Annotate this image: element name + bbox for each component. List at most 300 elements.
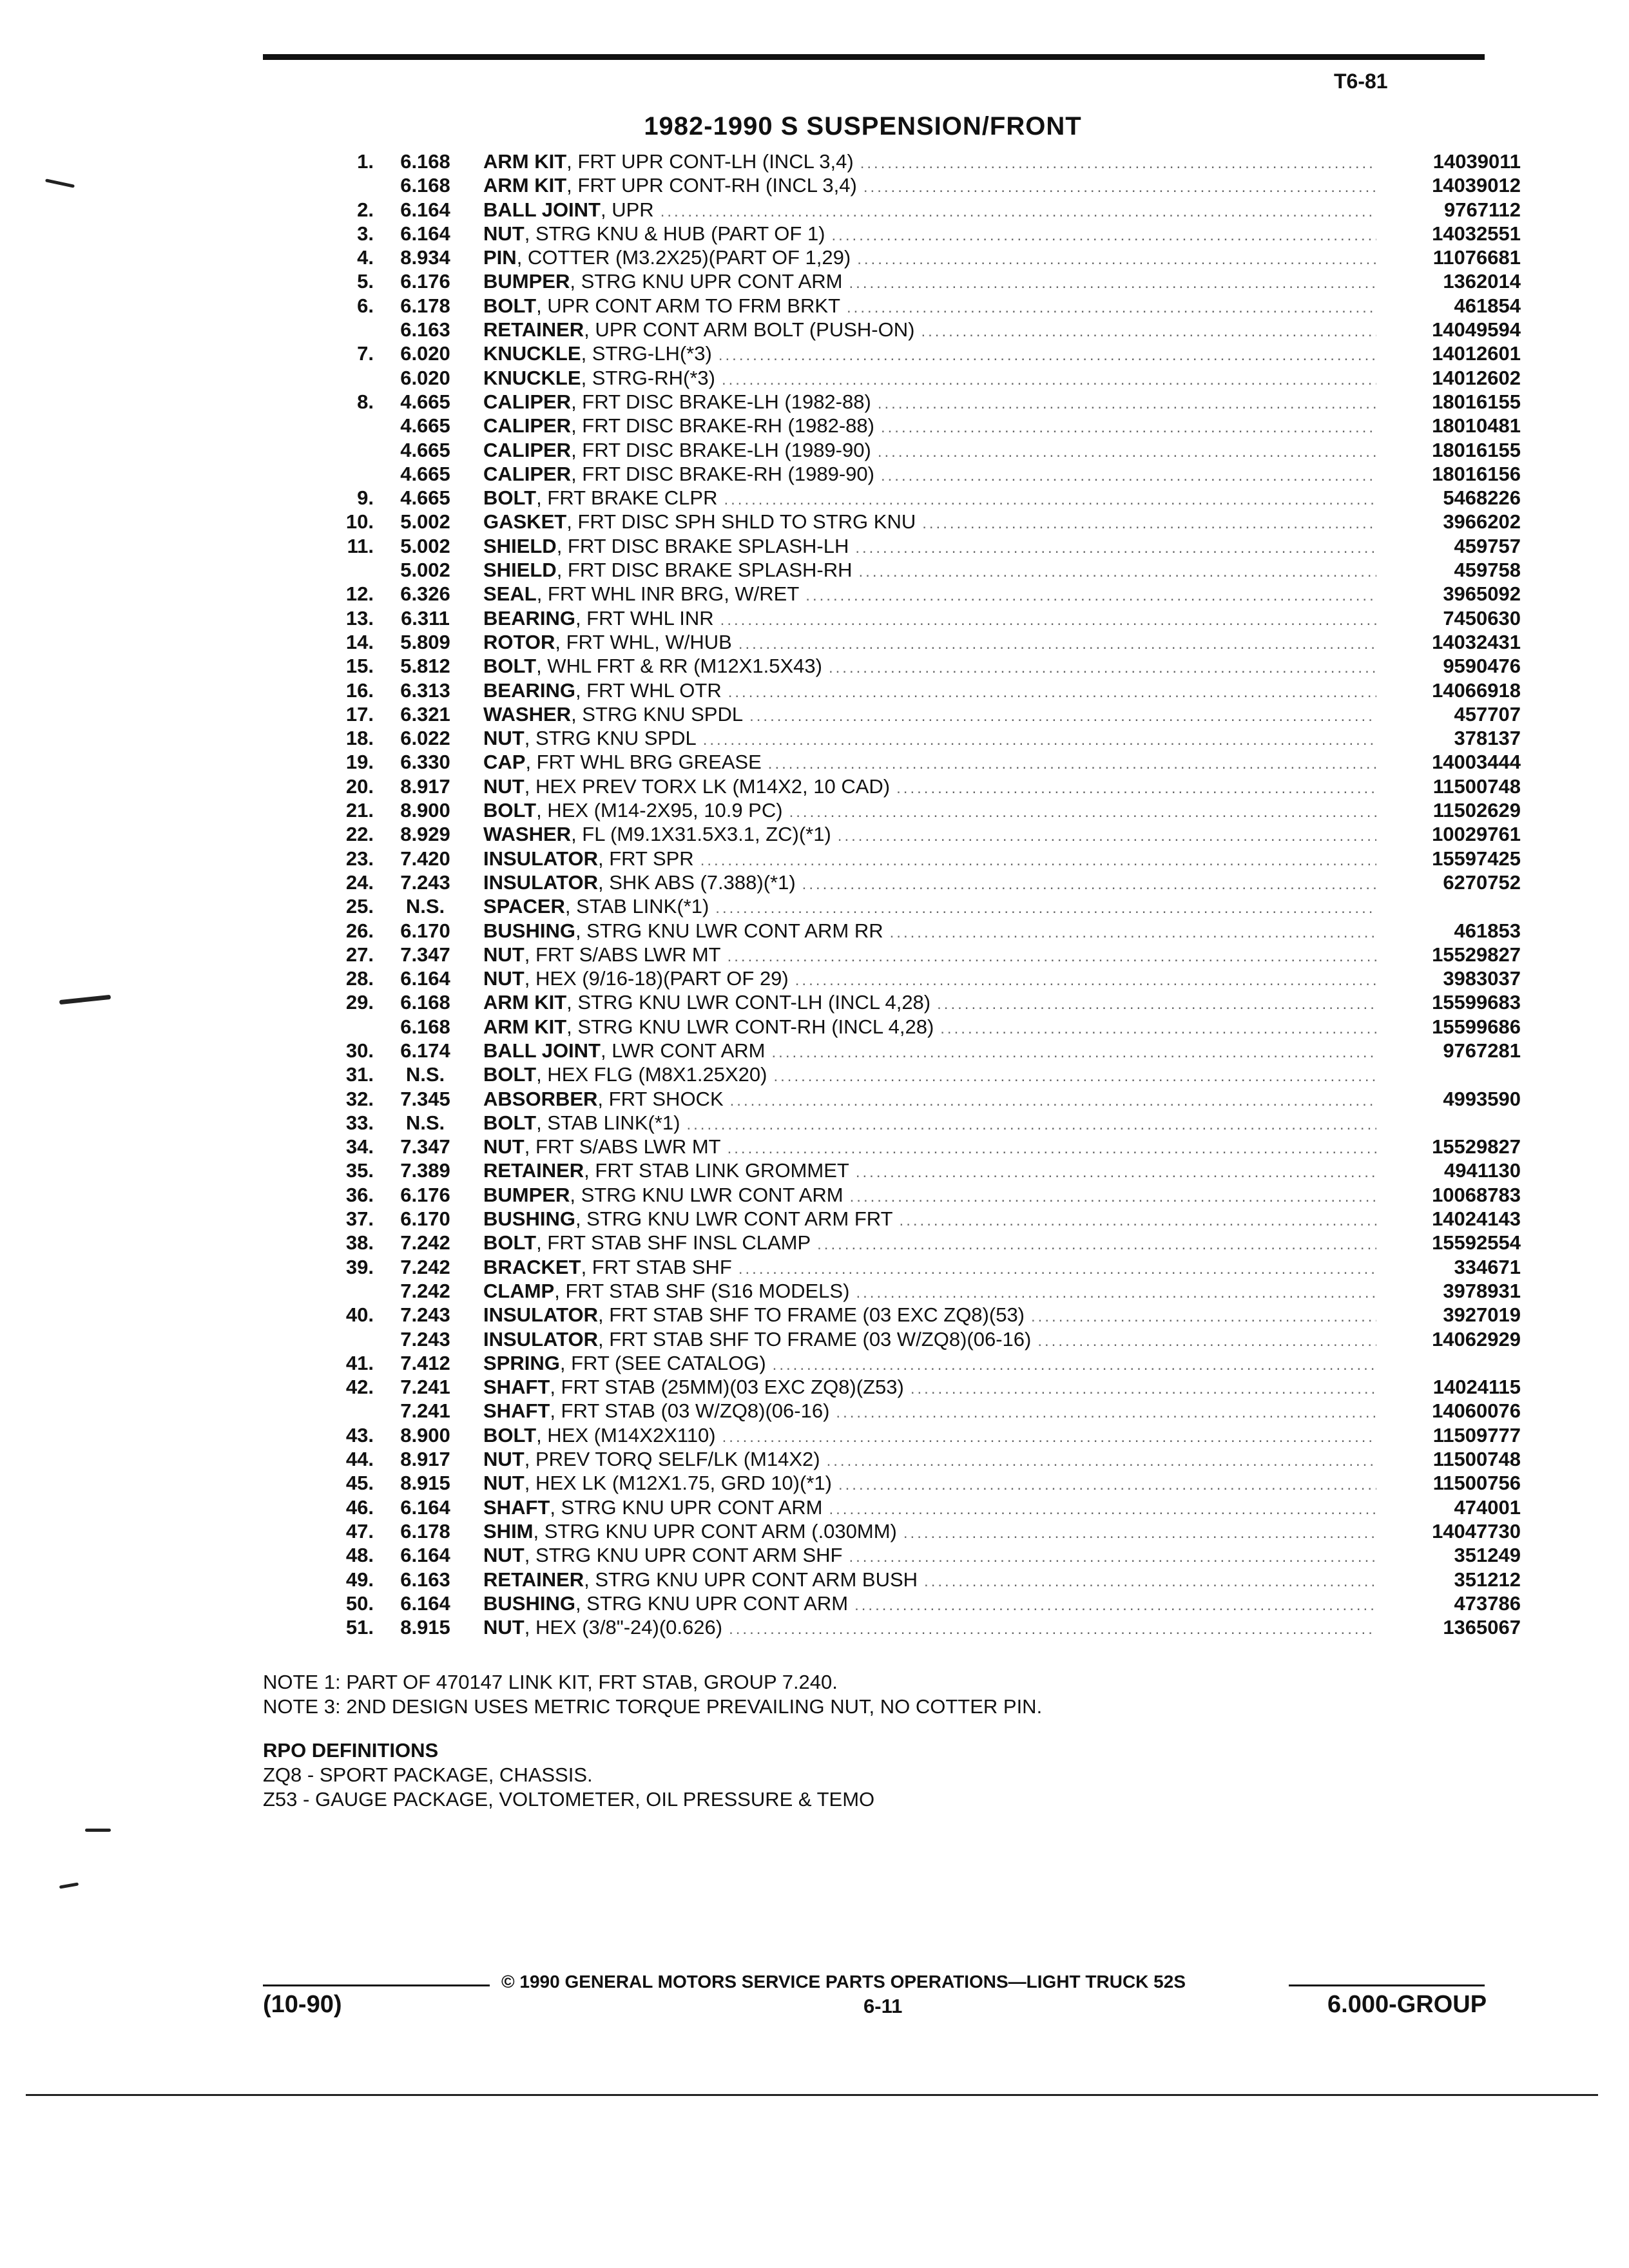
dot-leader xyxy=(855,536,1376,560)
part-detail: , HEX (3/8"-24)(0.626) xyxy=(524,1616,723,1639)
part-description xyxy=(483,1207,1521,1233)
part-detail: , HEX (M14-2X95, 10.9 PC) xyxy=(536,799,783,822)
part-row xyxy=(303,1495,1521,1519)
part-name: SHAFT xyxy=(483,1495,550,1519)
part-number: 14003444 xyxy=(1432,751,1521,774)
group-number: 6.170 xyxy=(400,919,450,942)
dot-leader xyxy=(896,776,1376,800)
dot-leader xyxy=(921,320,1376,343)
part-number: 14060076 xyxy=(1432,1399,1521,1423)
part-name: NUT xyxy=(483,1616,525,1639)
part-name: CALIPER xyxy=(483,414,572,437)
group-number: 7.420 xyxy=(400,847,450,870)
scan-mark xyxy=(45,178,75,187)
part-name: BUMPER xyxy=(483,1183,570,1206)
part-detail: , STRG KNU UPR CONT ARM xyxy=(570,270,843,293)
item-number: 35. xyxy=(345,1159,374,1182)
group-number: 8.900 xyxy=(400,1423,450,1446)
part-description xyxy=(483,1615,1521,1641)
dot-leader xyxy=(768,752,1376,776)
part-detail: , FRT WHL, W/HUB xyxy=(555,630,732,653)
part-name: CLAMP xyxy=(483,1279,555,1302)
dot-leader xyxy=(854,1593,1376,1617)
part-detail: , FRT STAB SHF TO FRAME (03 EXC ZQ8)(53) xyxy=(597,1303,1025,1327)
dot-leader xyxy=(924,1570,1376,1593)
part-name: ARM KIT xyxy=(483,150,567,173)
group-number: 7.241 xyxy=(400,1376,450,1399)
part-detail: , STRG KNU LWR CONT ARM FRT xyxy=(575,1207,893,1231)
group-number: 5.002 xyxy=(400,559,450,582)
group-number: 6.311 xyxy=(401,606,450,629)
part-description xyxy=(483,582,1521,608)
part-row xyxy=(303,1183,1521,1207)
group-number: 6.168 xyxy=(400,150,450,173)
part-description xyxy=(483,943,1521,968)
part-description xyxy=(483,1231,1521,1256)
part-description xyxy=(483,1399,1521,1425)
part-detail: , HEX FLG (M8X1.25X20) xyxy=(536,1063,767,1086)
dot-leader xyxy=(863,175,1376,199)
part-name: SHIM xyxy=(483,1519,534,1542)
part-number: 474001 xyxy=(1454,1495,1521,1519)
item-number: 28. xyxy=(345,967,374,990)
part-name: NUT xyxy=(483,1448,525,1471)
item-number: 46. xyxy=(345,1495,374,1519)
dot-leader xyxy=(857,247,1376,271)
part-row xyxy=(303,726,1521,750)
part-detail: , HEX (M14X2X110) xyxy=(536,1423,716,1446)
part-name: PIN xyxy=(483,246,517,269)
part-detail: , FRT STAB SHF (S16 MODELS) xyxy=(554,1279,850,1302)
dot-leader xyxy=(881,416,1376,439)
part-number: 459758 xyxy=(1454,559,1521,582)
part-row xyxy=(303,919,1521,943)
part-name: BOLT xyxy=(483,486,537,510)
part-description xyxy=(483,966,1521,992)
item-number: 20. xyxy=(345,774,374,798)
scan-edge-line xyxy=(26,2094,1598,2096)
group-number: N.S. xyxy=(405,1063,445,1086)
part-description xyxy=(483,486,1521,512)
part-row xyxy=(303,486,1521,510)
part-name: BEARING xyxy=(483,606,575,629)
dot-leader xyxy=(858,560,1376,584)
part-description xyxy=(483,822,1521,848)
part-number: 473786 xyxy=(1454,1591,1521,1615)
part-row xyxy=(303,1158,1521,1182)
item-number: 50. xyxy=(345,1591,374,1615)
part-name: ABSORBER xyxy=(483,1087,598,1110)
item-number: 30. xyxy=(345,1039,374,1062)
group-number: 8.917 xyxy=(400,774,450,798)
part-detail: , FRT STAB (03 W/ZQ8)(06-16) xyxy=(550,1399,830,1423)
part-name: SHIELD xyxy=(483,559,557,582)
part-description xyxy=(483,198,1521,224)
part-description xyxy=(483,1471,1521,1497)
group-number: 6.168 xyxy=(400,991,450,1014)
part-name: BRACKET xyxy=(483,1255,581,1278)
part-number: 14032551 xyxy=(1432,222,1521,245)
part-row xyxy=(303,245,1521,269)
group-label: 6.000-GROUP xyxy=(1327,1991,1487,2018)
item-number: 51. xyxy=(345,1616,374,1639)
scan-mark xyxy=(85,1829,111,1832)
part-number: 18010481 xyxy=(1432,414,1521,437)
part-row xyxy=(303,149,1521,173)
part-detail: , FRT WHL BRG GREASE xyxy=(525,751,762,774)
part-description xyxy=(483,1375,1521,1401)
part-description xyxy=(483,173,1521,199)
part-row xyxy=(303,1351,1521,1375)
dot-leader xyxy=(922,512,1376,535)
part-number: 459757 xyxy=(1454,534,1521,557)
part-description xyxy=(483,894,1521,920)
group-number: 6.163 xyxy=(400,1568,450,1591)
part-number: 14062929 xyxy=(1432,1327,1521,1350)
part-row xyxy=(303,534,1521,558)
part-description xyxy=(483,1183,1521,1209)
group-number: 6.321 xyxy=(400,702,450,726)
item-number: 6. xyxy=(357,294,374,317)
part-number: 3983037 xyxy=(1443,967,1521,990)
part-description xyxy=(483,1303,1521,1329)
item-number: 3. xyxy=(357,222,374,245)
part-row xyxy=(303,1062,1521,1086)
dot-leader xyxy=(720,608,1376,632)
part-number: 14049594 xyxy=(1432,318,1521,341)
part-name: SEAL xyxy=(483,582,537,606)
part-description xyxy=(483,919,1521,945)
part-number: 4941130 xyxy=(1444,1159,1521,1182)
item-number: 26. xyxy=(345,919,374,942)
part-row xyxy=(303,1423,1521,1447)
part-description xyxy=(483,269,1521,295)
group-number: 7.345 xyxy=(400,1087,450,1110)
part-number: 14047730 xyxy=(1432,1519,1521,1542)
dot-leader xyxy=(722,368,1376,392)
part-description xyxy=(483,318,1521,343)
dot-leader xyxy=(724,488,1376,512)
dot-leader xyxy=(878,392,1376,416)
part-row xyxy=(303,294,1521,318)
dot-leader xyxy=(829,1497,1376,1521)
item-number: 49. xyxy=(345,1568,374,1591)
part-name: NUT xyxy=(483,727,525,750)
part-number: 11500748 xyxy=(1432,774,1521,798)
group-number: 7.389 xyxy=(400,1159,450,1182)
part-number: 15599686 xyxy=(1432,1015,1521,1038)
group-number: 6.164 xyxy=(400,1544,450,1567)
part-number: 14024143 xyxy=(1432,1207,1521,1231)
part-description xyxy=(483,462,1521,488)
part-description xyxy=(483,1519,1521,1545)
item-number: 2. xyxy=(357,198,374,221)
part-number: 18016156 xyxy=(1432,462,1521,485)
dot-leader xyxy=(728,680,1376,704)
group-number: 5.812 xyxy=(400,655,450,678)
part-row xyxy=(303,750,1521,774)
part-description xyxy=(483,1158,1521,1184)
item-number: 8. xyxy=(357,390,374,413)
part-name: SPRING xyxy=(483,1351,560,1374)
part-name: NUT xyxy=(483,1135,525,1158)
part-description xyxy=(483,606,1521,632)
part-description xyxy=(483,414,1521,439)
part-detail: , FRT WHL INR xyxy=(575,606,714,629)
part-number: 14039012 xyxy=(1432,174,1521,197)
part-row xyxy=(303,990,1521,1014)
item-number: 39. xyxy=(345,1255,374,1278)
item-number: 19. xyxy=(345,751,374,774)
part-detail: , FRT SPR xyxy=(597,847,694,870)
dot-leader xyxy=(773,1353,1376,1377)
group-number: 5.002 xyxy=(400,510,450,533)
item-number: 32. xyxy=(345,1087,374,1110)
part-description xyxy=(483,774,1521,800)
part-number: 15529827 xyxy=(1432,943,1521,966)
item-number: 4. xyxy=(357,246,374,269)
item-number: 16. xyxy=(345,678,374,702)
part-number: 334671 xyxy=(1454,1255,1521,1278)
dot-leader xyxy=(773,1064,1376,1088)
part-number: 7450630 xyxy=(1443,606,1521,629)
part-detail: , FRT DISC BRAKE-LH (1982-88) xyxy=(571,390,871,413)
item-number: 29. xyxy=(345,991,374,1014)
part-detail: , FRT DISC SPH SHLD TO STRG KNU xyxy=(566,510,916,533)
part-row xyxy=(303,798,1521,822)
part-row xyxy=(303,1111,1521,1135)
part-detail: , FRT WHL INR BRG, W/RET xyxy=(536,582,800,606)
dot-leader xyxy=(805,584,1376,608)
group-number: 5.809 xyxy=(400,630,450,653)
part-description xyxy=(483,990,1521,1016)
part-detail: , STRG KNU UPR CONT ARM SHF xyxy=(524,1544,843,1567)
part-row xyxy=(303,1375,1521,1399)
part-name: BUMPER xyxy=(483,270,570,293)
part-number: 351249 xyxy=(1454,1544,1521,1567)
part-number: 15529827 xyxy=(1432,1135,1521,1158)
part-row xyxy=(303,1471,1521,1495)
part-row xyxy=(303,1543,1521,1567)
rpo-heading: RPO DEFINITIONS xyxy=(263,1739,439,1762)
dot-leader xyxy=(849,1545,1376,1569)
group-number: 6.020 xyxy=(400,366,450,389)
item-number: 47. xyxy=(345,1519,374,1542)
group-number: 8.929 xyxy=(400,823,450,846)
part-number: 378137 xyxy=(1454,727,1521,750)
dot-leader xyxy=(715,896,1376,920)
part-name: ARM KIT xyxy=(483,991,567,1014)
part-row xyxy=(303,438,1521,462)
part-number: 3966202 xyxy=(1443,510,1521,533)
scan-mark xyxy=(59,1882,79,1888)
part-number: 18016155 xyxy=(1432,390,1521,413)
part-detail: , STRG KNU LWR CONT-LH (INCL 4,28) xyxy=(566,991,931,1014)
part-description xyxy=(483,1423,1521,1449)
part-number: 14039011 xyxy=(1432,150,1521,173)
part-row xyxy=(303,678,1521,702)
item-number: 14. xyxy=(345,630,374,653)
dot-leader xyxy=(802,872,1376,896)
part-detail: , HEX PREV TORX LK (M14X2, 10 CAD) xyxy=(524,774,891,798)
part-detail: , STRG KNU & HUB (PART OF 1) xyxy=(524,222,825,245)
part-detail: , FRT DISC BRAKE-RH (1982-88) xyxy=(571,414,874,437)
part-description xyxy=(483,558,1521,584)
part-number: 457707 xyxy=(1454,702,1521,726)
group-number: 8.915 xyxy=(400,1472,450,1495)
part-detail: , STRG KNU UPR CONT ARM xyxy=(550,1495,823,1519)
part-name: NUT xyxy=(483,943,525,966)
group-number: 6.164 xyxy=(400,222,450,245)
part-row xyxy=(303,966,1521,990)
group-number: 5.002 xyxy=(400,534,450,557)
part-number: 11500756 xyxy=(1432,1472,1521,1495)
part-detail: , STRG KNU UPR CONT ARM xyxy=(575,1591,849,1615)
page-title: 1982-1990 S SUSPENSION/FRONT xyxy=(644,112,1082,140)
part-row xyxy=(303,318,1521,341)
part-description xyxy=(483,798,1521,824)
part-number: 351212 xyxy=(1454,1568,1521,1591)
part-name: NUT xyxy=(483,967,525,990)
part-detail: , UPR CONT ARM TO FRM BRKT xyxy=(536,294,841,317)
dot-leader xyxy=(738,632,1376,656)
dot-leader xyxy=(789,800,1376,824)
dot-leader xyxy=(911,1377,1376,1401)
part-number: 14032431 xyxy=(1432,630,1521,653)
dot-leader xyxy=(881,464,1376,488)
part-detail: , FRT DISC BRAKE-RH (1989-90) xyxy=(571,462,874,485)
part-number: 9590476 xyxy=(1443,655,1521,678)
part-detail: , STRG KNU SPDL xyxy=(524,727,697,750)
part-number: 10068783 xyxy=(1432,1183,1521,1206)
part-detail: , FRT S/ABS LWR MT xyxy=(524,943,721,966)
dot-leader xyxy=(1037,1329,1376,1353)
part-detail: , STAB LINK(*1) xyxy=(564,895,709,918)
part-row xyxy=(303,1591,1521,1615)
item-number: 43. xyxy=(345,1423,374,1446)
group-number: 7.242 xyxy=(400,1255,450,1278)
part-name: RETAINER xyxy=(483,318,584,341)
part-detail: , FRT STAB SHF INSL CLAMP xyxy=(536,1231,811,1254)
dot-leader xyxy=(771,1041,1376,1064)
group-number: 6.168 xyxy=(400,1015,450,1038)
item-number: 36. xyxy=(345,1183,374,1206)
group-number: 6.164 xyxy=(400,967,450,990)
part-detail: , FRT UPR CONT-RH (INCL 3,4) xyxy=(566,174,857,197)
part-name: NUT xyxy=(483,1544,525,1567)
part-row xyxy=(303,774,1521,798)
part-number: 11076681 xyxy=(1432,246,1521,269)
part-name: INSULATOR xyxy=(483,1303,598,1327)
part-name: BOLT xyxy=(483,655,537,678)
part-row xyxy=(303,1327,1521,1351)
part-description xyxy=(483,1111,1521,1137)
part-description xyxy=(483,438,1521,464)
dot-leader xyxy=(686,1113,1376,1137)
group-number: 4.665 xyxy=(400,486,450,510)
part-row xyxy=(303,510,1521,533)
dot-leader xyxy=(860,151,1376,175)
part-name: RETAINER xyxy=(483,1159,584,1182)
dot-leader xyxy=(856,1281,1376,1305)
dot-leader xyxy=(660,200,1376,224)
part-description xyxy=(483,294,1521,320)
item-number: 40. xyxy=(345,1303,374,1327)
part-detail: , HEX (9/16-18)(PART OF 29) xyxy=(524,967,789,990)
dot-leader xyxy=(900,1209,1376,1233)
notes-section xyxy=(263,1670,1042,1719)
part-row xyxy=(303,1231,1521,1254)
part-name: WASHER xyxy=(483,702,572,726)
part-description xyxy=(483,1062,1521,1088)
part-row xyxy=(303,1039,1521,1062)
part-description xyxy=(483,726,1521,752)
part-name: BOLT xyxy=(483,294,537,317)
part-number: 15592554 xyxy=(1432,1231,1521,1254)
group-number: 6.164 xyxy=(400,1591,450,1615)
part-description xyxy=(483,847,1521,872)
part-detail: , STRG-LH(*3) xyxy=(581,342,712,365)
part-number: 3978931 xyxy=(1443,1279,1521,1302)
part-row xyxy=(303,1015,1521,1039)
part-row xyxy=(303,894,1521,918)
group-number: 6.164 xyxy=(400,1495,450,1519)
item-number: 21. xyxy=(345,799,374,822)
dot-leader xyxy=(829,656,1376,680)
part-name: INSULATOR xyxy=(483,1327,598,1350)
group-number: 7.243 xyxy=(400,1327,450,1350)
part-row xyxy=(303,606,1521,630)
item-number: 24. xyxy=(345,870,374,894)
part-detail: , STRG KNU LWR CONT ARM xyxy=(570,1183,843,1206)
part-number: 3965092 xyxy=(1443,582,1521,606)
group-number: 6.168 xyxy=(400,174,450,197)
part-number: 4993590 xyxy=(1443,1087,1521,1110)
page-code: T6-81 xyxy=(1334,70,1388,93)
dot-leader xyxy=(940,1017,1376,1041)
part-description xyxy=(483,341,1521,367)
part-number: 6270752 xyxy=(1443,870,1521,894)
part-name: BALL JOINT xyxy=(483,1039,601,1062)
group-number: 6.178 xyxy=(400,1519,450,1542)
part-description xyxy=(483,1543,1521,1569)
group-number: 7.243 xyxy=(400,870,450,894)
item-number: 31. xyxy=(345,1063,374,1086)
part-name: SPACER xyxy=(483,895,565,918)
part-description xyxy=(483,750,1521,776)
part-description xyxy=(483,1087,1521,1113)
part-number: 11502629 xyxy=(1432,799,1521,822)
item-number: 12. xyxy=(345,582,374,606)
part-row xyxy=(303,462,1521,486)
part-name: CALIPER xyxy=(483,390,572,413)
part-row xyxy=(303,366,1521,390)
item-number: 42. xyxy=(345,1376,374,1399)
part-row xyxy=(303,654,1521,678)
part-detail: , STRG KNU SPDL xyxy=(571,702,744,726)
part-name: BOLT xyxy=(483,1111,537,1134)
group-number: 6.170 xyxy=(400,1207,450,1231)
item-number: 13. xyxy=(345,606,374,629)
part-detail: , UPR xyxy=(601,198,654,221)
part-detail: , HEX LK (M12X1.75, GRD 10)(*1) xyxy=(524,1472,832,1495)
part-row xyxy=(303,1303,1521,1327)
part-detail: , STAB LINK(*1) xyxy=(536,1111,680,1134)
item-number: 15. xyxy=(345,655,374,678)
dot-leader xyxy=(718,343,1376,367)
part-row xyxy=(303,1135,1521,1158)
group-number: 6.163 xyxy=(400,318,450,341)
